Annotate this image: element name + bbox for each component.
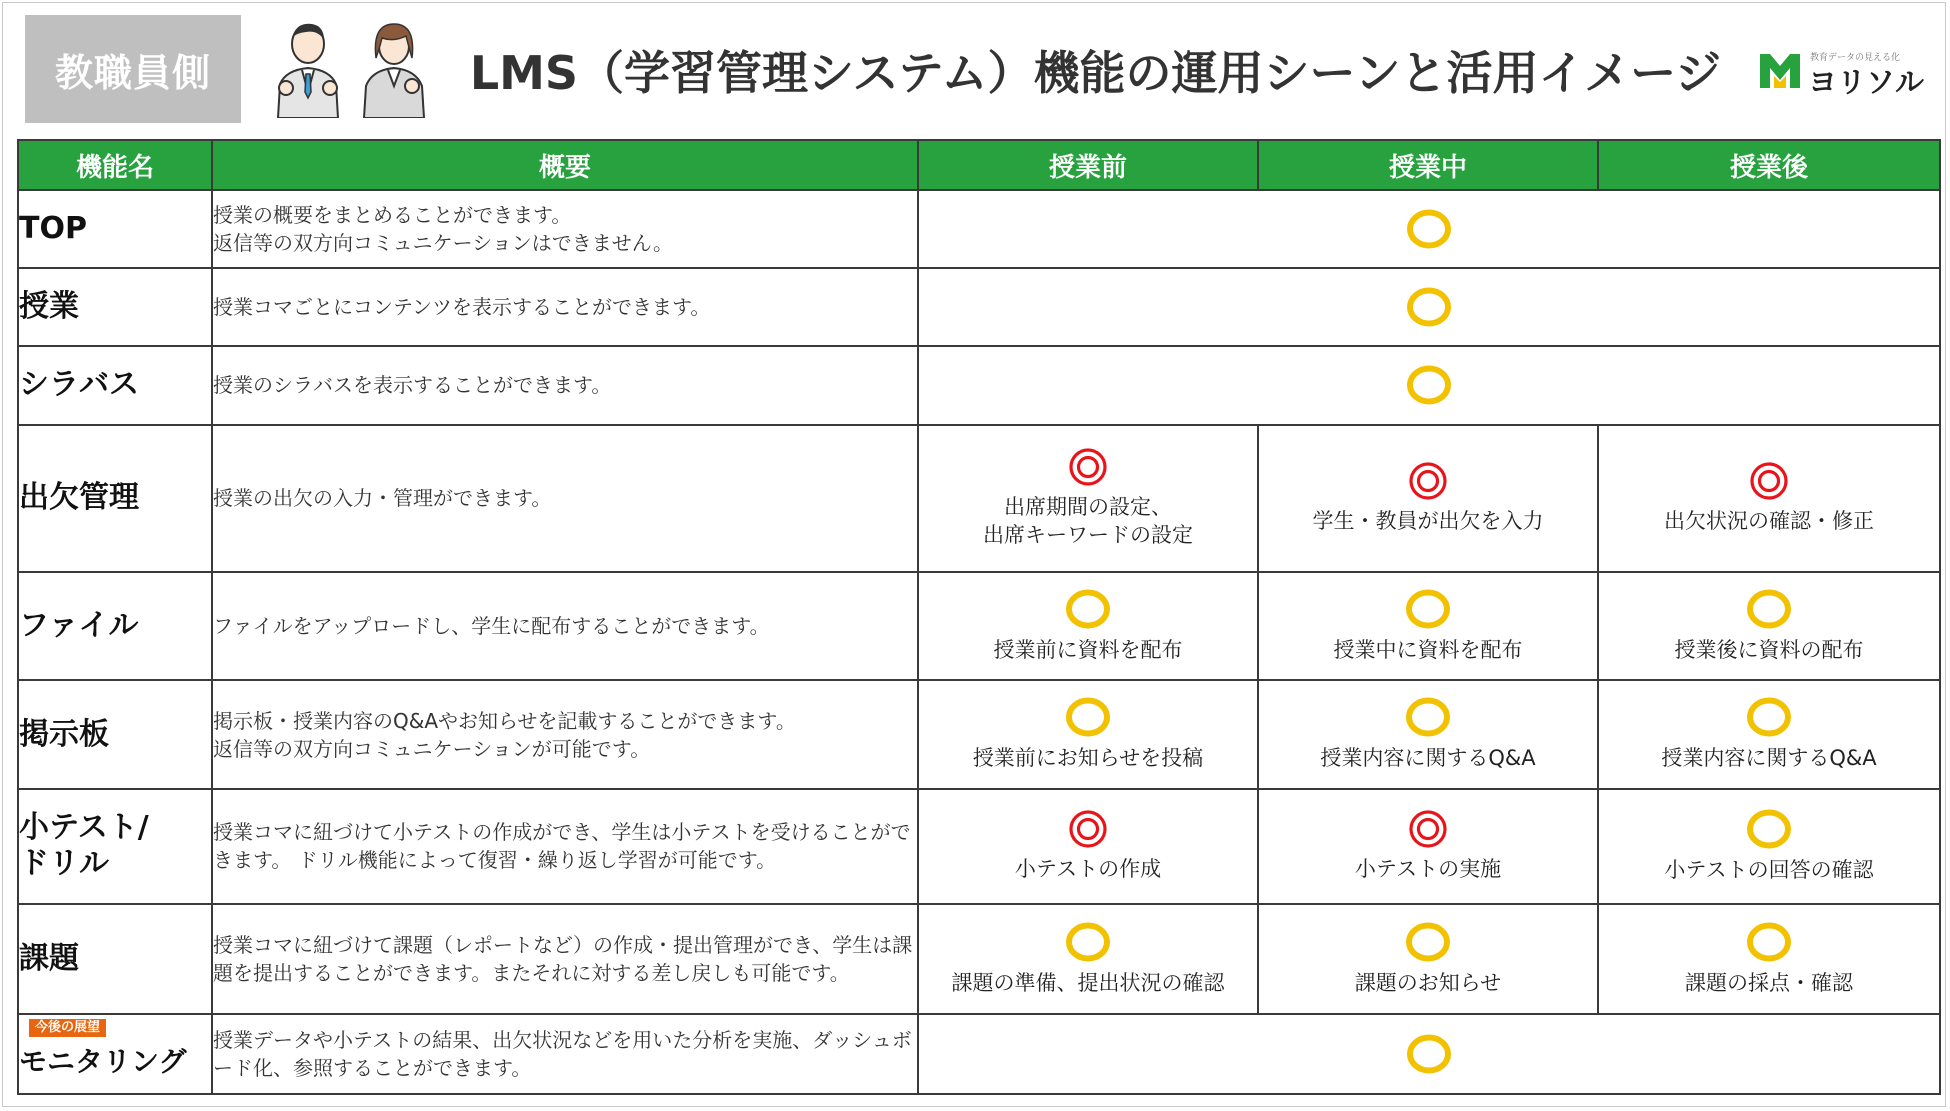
- phase-note: 授業中に資料を配布: [1333, 637, 1523, 662]
- staff-illustration-icon: [266, 14, 444, 118]
- future-outlook-tag: 今後の展望: [29, 1019, 106, 1037]
- phase-cell-after: [1598, 789, 1940, 904]
- phase-cell-before: [918, 680, 1258, 789]
- feature-table: [17, 139, 1941, 1095]
- all-phases-cell: [918, 1014, 1940, 1094]
- phase-cell-during: [1258, 425, 1598, 572]
- feature-name-cell: [18, 425, 212, 572]
- phase-note: 授業後に資料の配布: [1674, 637, 1864, 662]
- open-circle-icon: [1746, 696, 1792, 738]
- phase-note: 出席期間の設定、 出席キーワードの設定: [983, 494, 1193, 548]
- feature-overview: 授業の出欠の入力・管理ができます。: [212, 425, 918, 572]
- table-header-row: [18, 140, 1940, 190]
- phase-cell-after: [1598, 572, 1940, 681]
- feature-name-cell: [18, 904, 212, 1015]
- open-circle-icon: [1065, 588, 1111, 630]
- feature-name: シラバス: [19, 367, 139, 403]
- all-phases-cell: [918, 346, 1940, 425]
- open-circle-icon: [1746, 921, 1792, 963]
- feature-name-cell: [18, 680, 212, 789]
- table-row: [18, 1014, 1940, 1094]
- header-during-class: 授業中: [1258, 140, 1598, 190]
- page-title: LMS（学習管理システム）機能の運用シーンと活用イメージ: [469, 46, 1722, 100]
- feature-name-cell: [18, 268, 212, 347]
- double-circle-icon: [1068, 809, 1108, 849]
- double-circle-icon: [1408, 461, 1448, 501]
- header-after-class: 授業後: [1598, 140, 1940, 190]
- table-row: [18, 680, 1940, 789]
- feature-name: モニタリング: [19, 1045, 187, 1079]
- phase-cell-after: [1598, 904, 1940, 1015]
- feature-name: 授業: [19, 288, 79, 324]
- open-circle-icon: [1746, 588, 1792, 630]
- phase-cell-after: [1598, 425, 1940, 572]
- table-row: [18, 789, 1940, 904]
- header-overview: 概要: [212, 140, 918, 190]
- phase-note: 授業内容に関するQ&A: [1320, 746, 1536, 771]
- table-row: [18, 425, 1940, 572]
- phase-note: 小テストの実施: [1354, 857, 1502, 882]
- open-circle-icon: [1405, 696, 1451, 738]
- phase-note: 学生・教員が出欠を入力: [1312, 508, 1544, 533]
- phase-cell-before: [918, 425, 1258, 572]
- logo-tagline: 教育データの見える化: [1810, 53, 1901, 63]
- table-row: [18, 268, 1940, 347]
- phase-cell-before: [918, 904, 1258, 1015]
- table-row: [18, 572, 1940, 681]
- open-circle-icon: [1406, 286, 1452, 328]
- phase-note: 出欠状況の確認・修正: [1664, 508, 1874, 533]
- feature-overview: 授業コマに紐づけて小テストの作成ができ、学生は小テストを受けることができます。 ドリル機能によって復習・繰り返し学習が可能です。: [212, 789, 918, 904]
- feature-name-cell: [18, 190, 212, 268]
- open-circle-icon: [1065, 696, 1111, 738]
- feature-name: 小テスト/ ドリル: [19, 810, 149, 882]
- feature-overview: 授業のシラバスを表示することができます。: [212, 346, 918, 425]
- phase-note: 授業前に資料を配布: [993, 637, 1183, 662]
- phase-note: 授業内容に関するQ&A: [1661, 746, 1877, 771]
- phase-note: 小テストの回答の確認: [1664, 858, 1874, 883]
- feature-name-cell: [18, 346, 212, 425]
- all-phases-cell: [918, 190, 1940, 268]
- phase-note: 課題の準備、提出状況の確認: [951, 970, 1225, 995]
- feature-name: 出欠管理: [19, 480, 139, 516]
- double-circle-icon: [1749, 461, 1789, 501]
- open-circle-icon: [1746, 808, 1792, 850]
- header-before-class: 授業前: [918, 140, 1258, 190]
- open-circle-icon: [1065, 921, 1111, 963]
- feature-name: TOP: [19, 210, 87, 246]
- phase-cell-during: [1258, 680, 1598, 789]
- phase-cell-before: [918, 572, 1258, 681]
- audience-badge: 教職員側: [25, 15, 241, 123]
- phase-note: 小テストの作成: [1014, 857, 1162, 882]
- phase-cell-during: [1258, 572, 1598, 681]
- phase-note: 課題の採点・確認: [1685, 970, 1853, 995]
- feature-overview: 授業コマに紐づけて課題（レポートなど）の作成・提出管理ができ、学生は課題を提出することができます。またそれに対する差し戻しも可能です。: [212, 904, 918, 1015]
- open-circle-icon: [1406, 1033, 1452, 1075]
- feature-name-cell: [18, 572, 212, 681]
- phase-cell-during: [1258, 789, 1598, 904]
- table-row: [18, 190, 1940, 268]
- open-circle-icon: [1406, 364, 1452, 406]
- logo: [1758, 44, 1925, 99]
- feature-overview: 掲示板・授業内容のQ&Aやお知らせを記載することができます。 返信等の双方向コミュニケーションが可能です。: [212, 680, 918, 789]
- header-feature-name: 機能名: [18, 140, 212, 190]
- feature-name: 掲示板: [19, 716, 109, 752]
- phase-cell-before: [918, 789, 1258, 904]
- feature-overview: 授業の概要をまとめることができます。 返信等の双方向コミュニケーションはできません。: [212, 190, 918, 268]
- double-circle-icon: [1068, 447, 1108, 487]
- feature-name-cell: [18, 789, 212, 904]
- table-row: [18, 346, 1940, 425]
- feature-name: 課題: [19, 941, 79, 977]
- open-circle-icon: [1405, 921, 1451, 963]
- open-circle-icon: [1406, 208, 1452, 250]
- open-circle-icon: [1405, 588, 1451, 630]
- phase-note: 課題のお知らせ: [1354, 970, 1502, 995]
- feature-overview: 授業データや小テストの結果、出欠状況などを用いた分析を実施、ダッシュボード化、参照することができます。: [212, 1014, 918, 1094]
- logo-name: ヨリソル: [1808, 65, 1925, 99]
- phase-note: 授業前にお知らせを投稿: [972, 746, 1204, 771]
- table-row: [18, 904, 1940, 1015]
- feature-name-cell: [18, 1014, 212, 1094]
- feature-overview: 授業コマごとにコンテンツを表示することができます。: [212, 268, 918, 347]
- phase-cell-during: [1258, 904, 1598, 1015]
- logo-mark-icon: [1758, 48, 1802, 92]
- phase-cell-after: [1598, 680, 1940, 789]
- feature-overview: ファイルをアップロードし、学生に配布することができます。: [212, 572, 918, 681]
- all-phases-cell: [918, 268, 1940, 347]
- double-circle-icon: [1408, 809, 1448, 849]
- feature-name: ファイル: [19, 607, 139, 643]
